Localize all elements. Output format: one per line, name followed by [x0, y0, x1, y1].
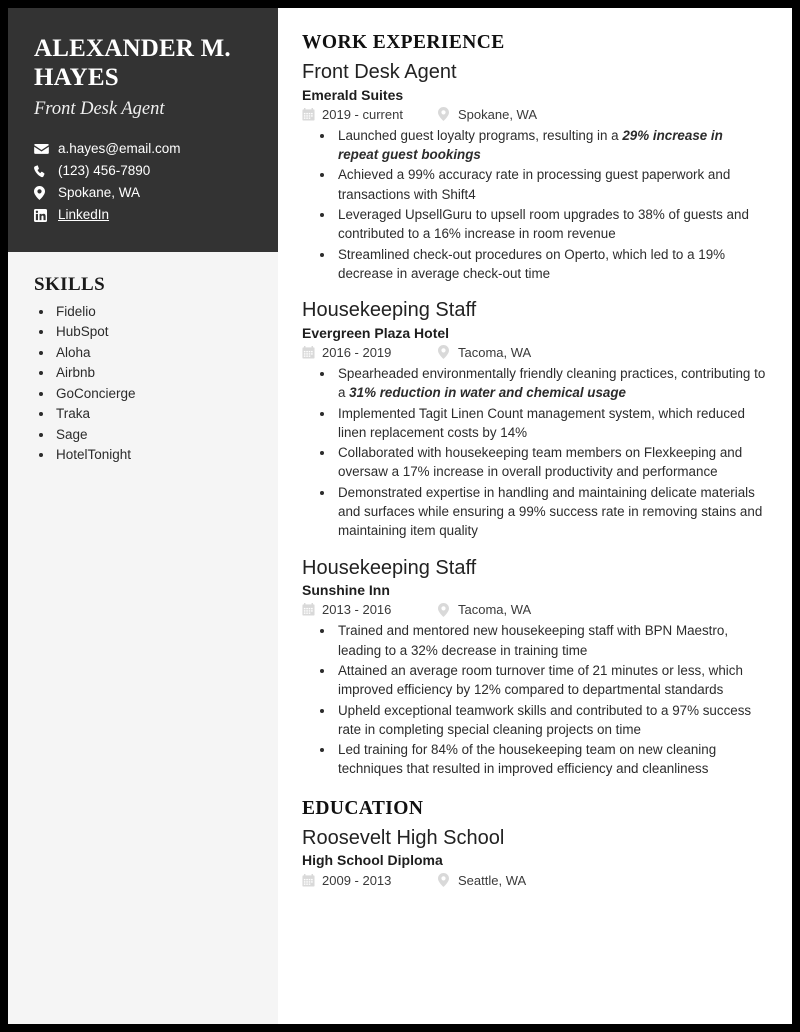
- entry-location-text: Tacoma, WA: [458, 602, 532, 618]
- entry-date-text: 2009 - 2013: [322, 872, 392, 888]
- work-bullet: [335, 205, 766, 244]
- work-experience-section-title: WORK EXPERIENCE: [302, 32, 505, 53]
- entry-meta: [302, 345, 766, 360]
- entry-date-range: [302, 345, 438, 360]
- calendar-icon: [302, 874, 317, 887]
- candidate-name: ALEXANDER M. HAYES: [34, 35, 231, 91]
- bullet-text: Demonstrated expertise in handling and maintaining delicate materials and surfaces while ensuring a 99% success rate in removing stains and maintaining item quality: [338, 484, 763, 539]
- entry-location: [438, 107, 537, 122]
- calendar-icon: [302, 346, 317, 359]
- entry-meta: [302, 873, 766, 888]
- sidebar: [8, 8, 278, 1024]
- work-bullet: [335, 245, 766, 284]
- envelope-icon: [34, 143, 51, 157]
- bullet-highlight: 31% reduction in water and chemical usage: [349, 385, 627, 401]
- work-entry-bullets: [302, 364, 766, 541]
- entry-meta: [302, 602, 766, 617]
- work-entry-role: Housekeeping Staff: [302, 299, 477, 322]
- work-entry: [302, 61, 766, 283]
- work-entry: [302, 557, 766, 779]
- entry-location: [438, 602, 531, 617]
- bullet-text: Upheld exceptional teamwork skills and contributed to a 97% success rate in completing special cleaning projects on time: [338, 702, 752, 737]
- calendar-icon: [302, 603, 317, 616]
- education-school: Roosevelt High School: [302, 826, 505, 849]
- education-section-title: EDUCATION: [302, 797, 424, 819]
- entry-date-text: 2019 - current: [322, 106, 403, 122]
- work-bullet: [335, 621, 766, 660]
- contact-value: Spokane, WA: [58, 184, 141, 200]
- skill-item: • HotelTonight: [54, 445, 252, 466]
- bullet-text: Achieved a 99% accuracy rate in processing guest paperwork and transactions with Shift4: [338, 167, 731, 202]
- entry-location: [438, 873, 526, 888]
- location-pin-icon: [438, 874, 453, 887]
- work-entry-organization: Emerald Suites: [302, 86, 404, 103]
- contact-value[interactable]: LinkedIn: [58, 206, 110, 222]
- calendar-icon: [302, 108, 317, 121]
- location-pin-icon: [438, 603, 453, 616]
- skill-item: • Sage: [54, 425, 252, 446]
- location-pin-icon: [438, 346, 453, 359]
- bullet-text: Led training for 84% of the housekeeping team on new cleaning techniques that resulted in improved efficiency and cleanliness: [338, 742, 717, 777]
- work-bullet: [335, 443, 766, 482]
- work-experience-list: [302, 61, 766, 779]
- education-list: [302, 827, 766, 888]
- skill-item: • GoConcierge: [54, 384, 252, 405]
- candidate-job-title: Front Desk Agent: [34, 99, 165, 119]
- bullet-text: Attained an average room turnover time of 21 minutes or less, which improved efficiency by 12% compared to departmental standards: [338, 662, 743, 698]
- work-bullet: [335, 165, 766, 204]
- entry-location: [438, 345, 531, 360]
- skill-item: • HubSpot: [54, 322, 252, 343]
- work-bullet: [335, 483, 766, 541]
- work-entry-organization: Evergreen Plaza Hotel: [302, 324, 450, 341]
- linkedin-icon: [34, 208, 51, 222]
- sidebar-header: [8, 8, 278, 252]
- entry-meta: [302, 107, 766, 122]
- bullet-text: Collaborated with housekeeping team members on Flexkeeping and oversaw a 17% increase in overall productivity and performance: [338, 445, 743, 480]
- work-entry-bullets: [302, 126, 766, 283]
- skill-item: • Aloha: [54, 343, 252, 364]
- skill-item: • Traka: [54, 404, 252, 425]
- location-pin-icon: [438, 108, 453, 121]
- sidebar-body: [8, 252, 278, 466]
- skill-item: • Airbnb: [54, 363, 252, 384]
- entry-location-text: Seattle, WA: [458, 872, 527, 888]
- bullet-text: Trained and mentored new housekeeping staff with BPN Maestro, leading to a 32% decrease in training time: [338, 623, 729, 658]
- work-bullet: [335, 661, 766, 700]
- section-divider-spacer: [302, 780, 766, 798]
- work-entry: [302, 299, 766, 540]
- skill-item: • Fidelio: [54, 302, 252, 323]
- education-degree: High School Diploma: [302, 852, 443, 869]
- work-entry-role: Housekeeping Staff: [302, 556, 477, 579]
- contact-item[interactable]: [34, 186, 252, 201]
- resume-page: [8, 8, 792, 1024]
- work-bullet: [335, 404, 766, 443]
- work-bullet: [335, 364, 766, 403]
- phone-icon: [34, 164, 51, 178]
- entry-location-text: Tacoma, WA: [458, 344, 532, 360]
- work-entry-organization: Sunshine Inn: [302, 582, 390, 599]
- work-entry-role: Front Desk Agent: [302, 61, 457, 83]
- contact-value: a.hayes@email.com: [58, 141, 181, 157]
- education-entry: [302, 827, 766, 888]
- entry-date-text: 2013 - 2016: [322, 602, 392, 618]
- contact-value: (123) 456-7890: [58, 163, 151, 179]
- bullet-text: Spearheaded environmentally friendly cleaning practices, contributing to a: [338, 365, 766, 401]
- main-content: [278, 8, 792, 1024]
- contact-item[interactable]: [34, 208, 252, 223]
- contact-item[interactable]: [34, 142, 252, 157]
- bullet-text: Launched guest loyalty programs, resulting in a: [338, 127, 623, 143]
- work-bullet: [335, 740, 766, 779]
- entry-date-range: [302, 602, 438, 617]
- bullet-text: Implemented Tagit Linen Count management system, which reduced linen replacement costs by 14%: [338, 405, 745, 440]
- entry-date-text: 2016 - 2019: [322, 344, 392, 360]
- entry-date-range: [302, 107, 438, 122]
- bullet-text: Streamlined check-out procedures on Operto, which led to a 19% decrease in average check-out time: [338, 246, 726, 281]
- skills-list: [34, 302, 252, 466]
- entry-date-range: [302, 873, 438, 888]
- contact-list: [34, 142, 252, 222]
- bullet-highlight: 29% increase in repeat guest bookings: [338, 127, 723, 163]
- entry-location-text: Spokane, WA: [458, 106, 538, 122]
- work-bullet: [335, 126, 766, 165]
- location-pin-icon: [34, 186, 51, 200]
- work-bullet: [335, 701, 766, 740]
- work-entry-bullets: [302, 621, 766, 778]
- bullet-text: Leveraged UpsellGuru to upsell room upgrades to 38% of guests and contributed to a 16% increase in room revenue: [338, 206, 749, 242]
- skills-section-title: SKILLS: [34, 273, 106, 295]
- contact-item[interactable]: [34, 164, 252, 179]
